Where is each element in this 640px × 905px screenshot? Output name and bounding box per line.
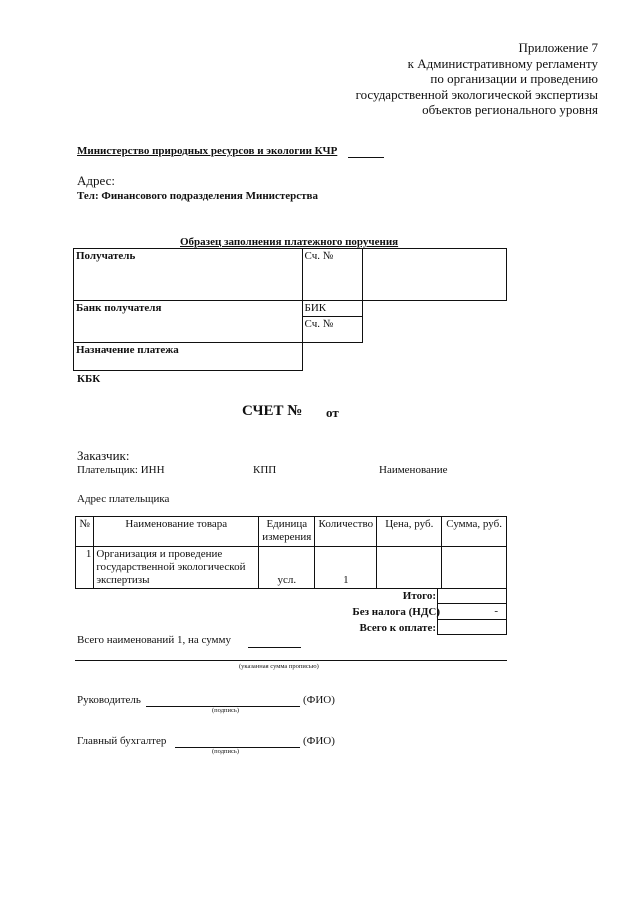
- address-label: Адрес:: [77, 173, 115, 188]
- account1-label: Сч. №: [302, 249, 363, 301]
- to-pay-value: [438, 620, 507, 635]
- col-price: Цена, руб.: [377, 517, 442, 547]
- account1-value: [363, 249, 507, 301]
- kbk-label: КБК: [77, 373, 101, 385]
- payer-inn-label: Плательщик: ИНН: [77, 464, 165, 476]
- account2-value: [363, 317, 507, 343]
- head-fio: (ФИО): [303, 694, 335, 706]
- payment-details-table: [73, 248, 507, 371]
- bank-label: Банк получателя: [74, 301, 303, 343]
- table-row: [76, 547, 507, 589]
- invoice-date-label: от: [326, 405, 339, 420]
- purpose-label: Назначение платежа: [74, 343, 303, 371]
- phone-label: Тел: Финансового подразделения Министерства: [77, 190, 319, 202]
- payer-address-label: Адрес плательщика: [77, 493, 170, 505]
- summary-sum-line: [248, 647, 301, 648]
- row-sum: [442, 547, 507, 589]
- no-vat-value: -: [438, 604, 507, 620]
- col-unit: Единица измерения: [259, 517, 315, 547]
- goods-table: [75, 516, 507, 589]
- row-name: Организация и проведение государственной экологической экспертизы: [94, 547, 259, 589]
- col-name: Наименование товара: [94, 517, 259, 547]
- kpp-label: КПП: [253, 464, 277, 476]
- customer-label: Заказчик:: [77, 448, 130, 463]
- row-unit: усл.: [259, 547, 315, 589]
- to-pay-label: Всего к оплате:: [359, 622, 436, 634]
- invoice-title: СЧЕТ №: [242, 403, 303, 419]
- sum-in-words-caption: (указанная сумма прописью): [239, 663, 319, 670]
- row-qty: 1: [315, 547, 377, 589]
- appendix-line: государственной экологической экспертизы: [355, 86, 598, 102]
- appendix-line: Приложение 7: [518, 40, 598, 55]
- bik-label: БИК: [302, 301, 363, 317]
- head-label: Руководитель: [77, 694, 141, 706]
- payer-name-label: Наименование: [379, 464, 448, 476]
- appendix-line: к Административному регламенту: [407, 55, 598, 71]
- account2-label: Сч. №: [302, 317, 363, 343]
- head-signature-caption: (подпись): [212, 707, 239, 714]
- accountant-signature-caption: (подпись): [212, 748, 239, 755]
- accountant-fio: (ФИО): [303, 735, 335, 747]
- col-num: №: [76, 517, 94, 547]
- no-vat-label: Без налога (НДС): [352, 606, 440, 618]
- total-label: Итого:: [402, 590, 436, 602]
- payment-sample-title: Образец заполнения платежного поручения: [180, 236, 399, 248]
- sum-in-words-line: [75, 660, 507, 661]
- recipient-label: Получатель: [74, 249, 303, 301]
- accountant-label: Главный бухгалтер: [77, 735, 167, 747]
- total-value: [438, 589, 507, 604]
- appendix-line: объектов регионального уровня: [422, 102, 598, 117]
- col-sum: Сумма, руб.: [442, 517, 507, 547]
- row-num: 1: [76, 547, 94, 589]
- bik-value: [363, 301, 507, 317]
- ministry-underline: [348, 157, 384, 158]
- row-price: [377, 547, 442, 589]
- appendix-header: [356, 40, 598, 118]
- totals-table: [437, 588, 507, 635]
- summary-count: Всего наименований 1, на сумму: [77, 634, 231, 646]
- appendix-line: по организации и проведению: [430, 71, 598, 86]
- ministry-name: Министерство природных ресурсов и экологии КЧР: [77, 145, 338, 157]
- col-qty: Количество: [315, 517, 377, 547]
- goods-header-row: [76, 517, 507, 547]
